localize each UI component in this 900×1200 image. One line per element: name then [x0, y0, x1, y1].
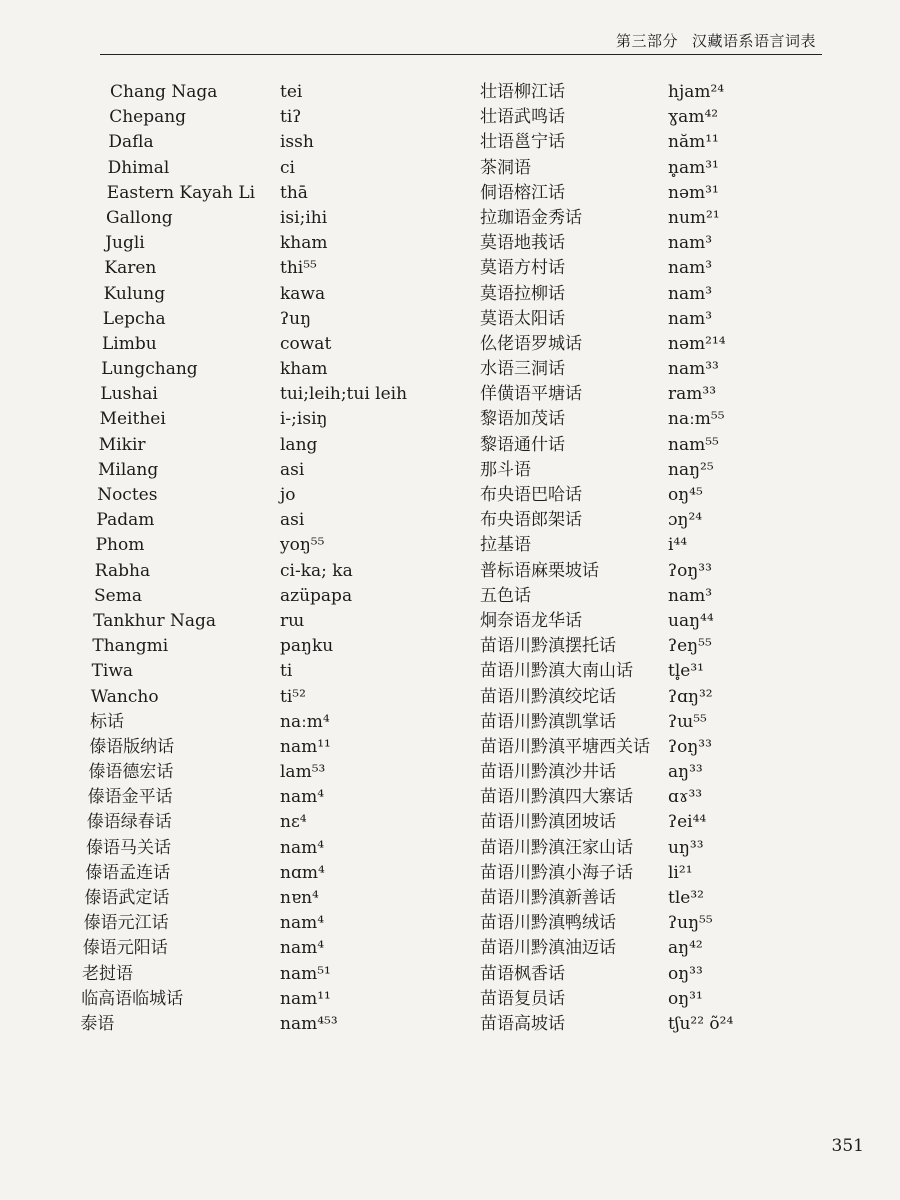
language-name: Padam — [96, 510, 155, 531]
language-name: 壮语武鸣话 — [480, 107, 565, 128]
entry-row — [480, 710, 820, 735]
entry-row — [480, 282, 820, 307]
entry-row — [480, 231, 820, 256]
word-list — [80, 80, 820, 1110]
entry-row — [480, 609, 820, 634]
entry-row — [80, 836, 465, 861]
word-form: isi;ihi — [280, 207, 328, 228]
word-form: thā — [280, 182, 308, 203]
language-name: 苗语枫香话 — [480, 963, 565, 984]
word-form: nɑm⁴ — [280, 862, 325, 883]
language-name: 傣语武定话 — [84, 888, 170, 908]
entry-row — [480, 533, 820, 558]
word-form: uaŋ⁴⁴ — [668, 610, 714, 631]
word-form: ʔɯ⁵⁵ — [668, 711, 707, 732]
word-form: asi — [280, 459, 305, 480]
entry-row — [80, 508, 465, 533]
entry-row — [480, 584, 820, 609]
word-form: nam³ — [668, 233, 713, 254]
language-name: 傣语金平话 — [87, 787, 173, 808]
entry-row — [480, 760, 820, 785]
word-form: nɛ⁴ — [280, 812, 307, 833]
language-name: 苗语川黔滇团坡话 — [480, 812, 616, 833]
language-name: 拉基语 — [480, 535, 531, 556]
entry-row — [80, 810, 465, 835]
entry-row — [480, 861, 820, 886]
word-form: issh — [280, 132, 314, 153]
entry-row — [480, 836, 820, 861]
right-column — [480, 80, 820, 1037]
word-form: tei — [280, 82, 303, 102]
word-form: ʔuŋ⁵⁵ — [668, 913, 713, 934]
entry-row — [480, 156, 820, 181]
word-form: uŋ³³ — [668, 837, 704, 858]
word-form: nam³³ — [668, 359, 719, 380]
word-form: nam³ — [668, 258, 713, 279]
word-form: aŋ³³ — [668, 762, 703, 783]
language-name: 苗语川黔滇平塘西关话 — [480, 736, 650, 757]
entry-row — [480, 962, 820, 987]
entry-row — [480, 735, 820, 760]
word-form: ʔɑŋ³² — [668, 686, 713, 707]
language-name: Thangmi — [92, 636, 169, 657]
word-form: oŋ⁴⁵ — [668, 485, 703, 505]
word-form: hjam²⁴ — [668, 82, 725, 102]
page-number: 351 — [831, 1136, 864, 1156]
word-form: naŋ²⁵ — [668, 459, 714, 480]
word-form: rɯ — [280, 610, 305, 631]
language-name: Jugli — [105, 233, 145, 254]
language-name: Rabha — [94, 560, 151, 581]
word-form: nam⁵¹ — [280, 963, 331, 984]
entry-row — [80, 206, 465, 231]
language-name: 黎语通什话 — [480, 434, 565, 455]
language-name: 傣语孟连话 — [85, 862, 171, 883]
word-form: thi⁵⁵ — [280, 258, 317, 279]
language-name: 苗语川黔滇绞坨话 — [480, 686, 616, 707]
entry-row — [480, 458, 820, 483]
word-form: aŋ⁴² — [668, 938, 703, 959]
word-form: kham — [280, 359, 328, 380]
language-name: 莫语地莪话 — [480, 233, 565, 254]
entry-row — [80, 483, 465, 508]
language-name: 苗语川黔滇沙井话 — [480, 762, 616, 783]
left-column — [80, 80, 465, 1037]
entry-row — [480, 911, 820, 936]
language-name: 布央语巴哈话 — [480, 485, 582, 505]
entry-row — [80, 659, 465, 684]
entry-row — [480, 332, 820, 357]
language-name: 莫语方村话 — [480, 258, 565, 279]
entry-row — [480, 433, 820, 458]
language-name: 炯奈语龙华话 — [480, 610, 582, 631]
entry-row — [80, 1012, 465, 1037]
entry-row — [480, 1012, 820, 1037]
entry-row — [80, 181, 465, 206]
language-name: Lushai — [100, 384, 158, 405]
word-form: ɣam⁴² — [668, 107, 719, 128]
language-name: Lungchang — [101, 359, 198, 380]
entry-row — [480, 80, 820, 105]
entry-row — [480, 659, 820, 684]
entry-row — [80, 936, 465, 961]
entry-row — [480, 407, 820, 432]
word-form: ʔoŋ³³ — [668, 736, 712, 757]
word-form: tiʔ — [280, 107, 302, 128]
language-name: 苗语高坡话 — [480, 1013, 565, 1034]
word-form: nam⁴⁵³ — [280, 1013, 338, 1034]
language-name: Chepang — [109, 107, 187, 128]
word-form: naːm⁵⁵ — [668, 409, 725, 430]
language-name: 老挝语 — [82, 963, 133, 984]
language-name: Tankhur Naga — [93, 610, 217, 631]
language-name: Karen — [104, 258, 157, 279]
language-name: 泰语 — [80, 1013, 115, 1034]
language-name: 壮语柳江话 — [480, 82, 565, 102]
entry-row — [480, 181, 820, 206]
language-name: Mikir — [98, 434, 146, 455]
word-form: lang — [280, 434, 318, 455]
language-name: Milang — [98, 459, 159, 480]
header-part-label: 第三部分 — [615, 32, 678, 50]
entry-row — [480, 886, 820, 911]
entry-row — [480, 105, 820, 130]
word-form: ʔei⁴⁴ — [668, 812, 707, 833]
language-name: Gallong — [106, 207, 173, 228]
word-form: kham — [280, 233, 328, 254]
word-form: tle³² — [668, 888, 704, 908]
entry-row — [80, 407, 465, 432]
word-form: i⁴⁴ — [668, 535, 688, 556]
entry-row — [80, 735, 465, 760]
entry-row — [480, 810, 820, 835]
entry-row — [80, 861, 465, 886]
entry-row — [480, 634, 820, 659]
word-form: azüpapa — [280, 585, 353, 606]
word-form: ɔŋ²⁴ — [668, 510, 703, 531]
word-form: nam³ — [668, 283, 713, 304]
language-name: 佯僙语平塘话 — [480, 384, 582, 405]
word-form: lam⁵³ — [280, 762, 326, 783]
word-form: nam³ — [668, 308, 713, 329]
entry-row — [80, 458, 465, 483]
word-form: n̥am³¹ — [668, 157, 719, 178]
language-name: 黎语加茂话 — [480, 409, 565, 430]
language-name: 苗语川黔滇油迈话 — [480, 938, 616, 959]
entry-row — [480, 307, 820, 332]
word-form: nam⁵⁵ — [668, 434, 719, 455]
entry-row — [80, 584, 465, 609]
word-form: li²¹ — [668, 862, 693, 883]
language-name: Noctes — [97, 485, 158, 505]
language-name: 傣语马关话 — [86, 837, 171, 858]
entry-row — [80, 156, 465, 181]
word-form: ti⁵² — [280, 686, 306, 707]
entry-row — [80, 609, 465, 634]
word-form: nəm²¹⁴ — [668, 333, 726, 354]
entry-row — [80, 685, 465, 710]
word-form: oŋ³¹ — [668, 988, 703, 1009]
language-name: Lepcha — [102, 308, 166, 329]
entry-row — [80, 785, 465, 810]
word-form: nam³ — [668, 585, 713, 606]
entry-row — [80, 559, 465, 584]
entry-row — [80, 231, 465, 256]
language-name: 傣语元江话 — [83, 913, 169, 934]
entry-row — [80, 357, 465, 382]
entry-row — [480, 685, 820, 710]
language-name: 五色话 — [480, 585, 531, 606]
word-form: tʃu²² õ²⁴ — [668, 1013, 734, 1034]
language-name: Dafla — [108, 132, 154, 153]
language-name: Meithei — [99, 409, 166, 430]
language-name: 拉珈语金秀话 — [480, 207, 582, 228]
language-name: 苗语川黔滇汪家山话 — [480, 837, 633, 858]
entry-row — [80, 256, 465, 281]
header-title — [616, 30, 816, 51]
word-form: cowat — [280, 333, 332, 354]
language-name: Kulung — [103, 283, 166, 304]
language-name: Wancho — [90, 686, 159, 707]
word-form: yoŋ⁵⁵ — [280, 535, 325, 556]
word-form: ram³³ — [668, 384, 717, 405]
entry-row — [80, 987, 465, 1012]
entry-row — [80, 382, 465, 407]
language-name: Eastern Kayah Li — [106, 182, 256, 203]
entry-row — [80, 533, 465, 558]
language-name: Phom — [95, 535, 145, 556]
word-form: nam⁴ — [280, 938, 325, 959]
entry-row — [80, 634, 465, 659]
entry-row — [80, 307, 465, 332]
word-form: kawa — [280, 283, 326, 304]
language-name: 标话 — [90, 711, 124, 732]
word-form: ɑɤ³³ — [668, 787, 703, 808]
word-form: nɐn⁴ — [280, 888, 319, 908]
entry-row — [480, 936, 820, 961]
language-name: 苗语川黔滇大南山话 — [480, 661, 633, 682]
entry-row — [80, 710, 465, 735]
word-form: oŋ³³ — [668, 963, 703, 984]
word-form: nam⁴ — [280, 913, 325, 934]
entry-row — [480, 206, 820, 231]
language-name: 苗语川黔滇摆托话 — [480, 636, 616, 657]
language-name: 那斗语 — [480, 459, 531, 480]
word-form: nəm³¹ — [668, 182, 719, 203]
entry-row — [480, 785, 820, 810]
word-form: ci — [280, 157, 295, 178]
entry-row — [480, 130, 820, 155]
language-name: 茶洞语 — [480, 157, 531, 178]
language-name: Tiwa — [91, 661, 134, 682]
language-name: 布央语郎架话 — [480, 510, 582, 531]
language-name: 莫语拉柳话 — [480, 283, 565, 304]
header-section-title: 汉藏语系语言词表 — [691, 32, 816, 50]
entry-row — [80, 760, 465, 785]
word-form: tui;leih;tui leih — [280, 384, 408, 405]
language-name: 傣语德宏话 — [88, 762, 174, 783]
language-name: 苗语川黔滇小海子话 — [480, 862, 633, 883]
entry-row — [480, 357, 820, 382]
entry-row — [480, 508, 820, 533]
word-form: ʔoŋ³³ — [668, 560, 712, 581]
word-form: asi — [280, 510, 305, 531]
word-form: jo — [280, 485, 296, 505]
word-form: tl̥e³¹ — [668, 661, 704, 682]
language-name: 普标语麻栗坡话 — [480, 560, 599, 581]
language-name: 侗语榕江话 — [480, 182, 565, 203]
word-form: ti — [280, 661, 293, 682]
language-name: 水语三洞话 — [480, 359, 565, 380]
running-header — [100, 28, 822, 55]
entry-row — [80, 80, 465, 105]
word-form: năm¹¹ — [668, 132, 719, 153]
word-form: nam⁴ — [280, 787, 325, 808]
word-form: nam⁴ — [280, 837, 325, 858]
word-form: ʔuŋ — [280, 308, 312, 329]
entry-row — [80, 105, 465, 130]
language-name: 临高语临城话 — [81, 988, 184, 1009]
word-form: num²¹ — [668, 207, 720, 228]
language-name: 苗语川黔滇凯掌话 — [480, 711, 616, 732]
entry-row — [480, 483, 820, 508]
language-name: 苗语复员话 — [480, 988, 565, 1009]
entry-row — [80, 433, 465, 458]
entry-row — [480, 987, 820, 1012]
language-name: Sema — [94, 585, 142, 606]
language-name: 苗语川黔滇新善话 — [480, 888, 616, 908]
word-form: nam¹¹ — [280, 736, 331, 757]
entry-row — [480, 382, 820, 407]
language-name: 苗语川黔滇鸭绒话 — [480, 913, 616, 934]
word-form: paŋku — [280, 636, 334, 657]
word-form: nam¹¹ — [280, 988, 331, 1009]
entry-row — [480, 559, 820, 584]
word-form: i-;isiŋ — [280, 409, 328, 430]
language-name: Chang Naga — [110, 82, 218, 102]
entry-row — [80, 282, 465, 307]
language-name: 仫佬语罗城话 — [480, 333, 582, 354]
language-name: Dhimal — [107, 157, 170, 178]
entry-row — [80, 130, 465, 155]
language-name: 傣语元阳话 — [82, 938, 168, 959]
entry-row — [80, 886, 465, 911]
language-name: 莫语太阳话 — [480, 308, 565, 329]
entry-row — [80, 332, 465, 357]
language-name: 壮语邕宁话 — [480, 132, 565, 153]
language-name: 傣语版纳话 — [89, 736, 175, 757]
word-form: naːm⁴ — [280, 711, 330, 732]
entry-row — [480, 256, 820, 281]
language-name: 苗语川黔滇四大寨话 — [480, 787, 633, 808]
entry-row — [80, 962, 465, 987]
entry-row — [80, 911, 465, 936]
word-form: ci-ka; ka — [280, 560, 353, 581]
language-name: Limbu — [102, 333, 157, 354]
word-form: ʔeŋ⁵⁵ — [668, 636, 712, 657]
language-name: 傣语绿春话 — [86, 812, 172, 833]
